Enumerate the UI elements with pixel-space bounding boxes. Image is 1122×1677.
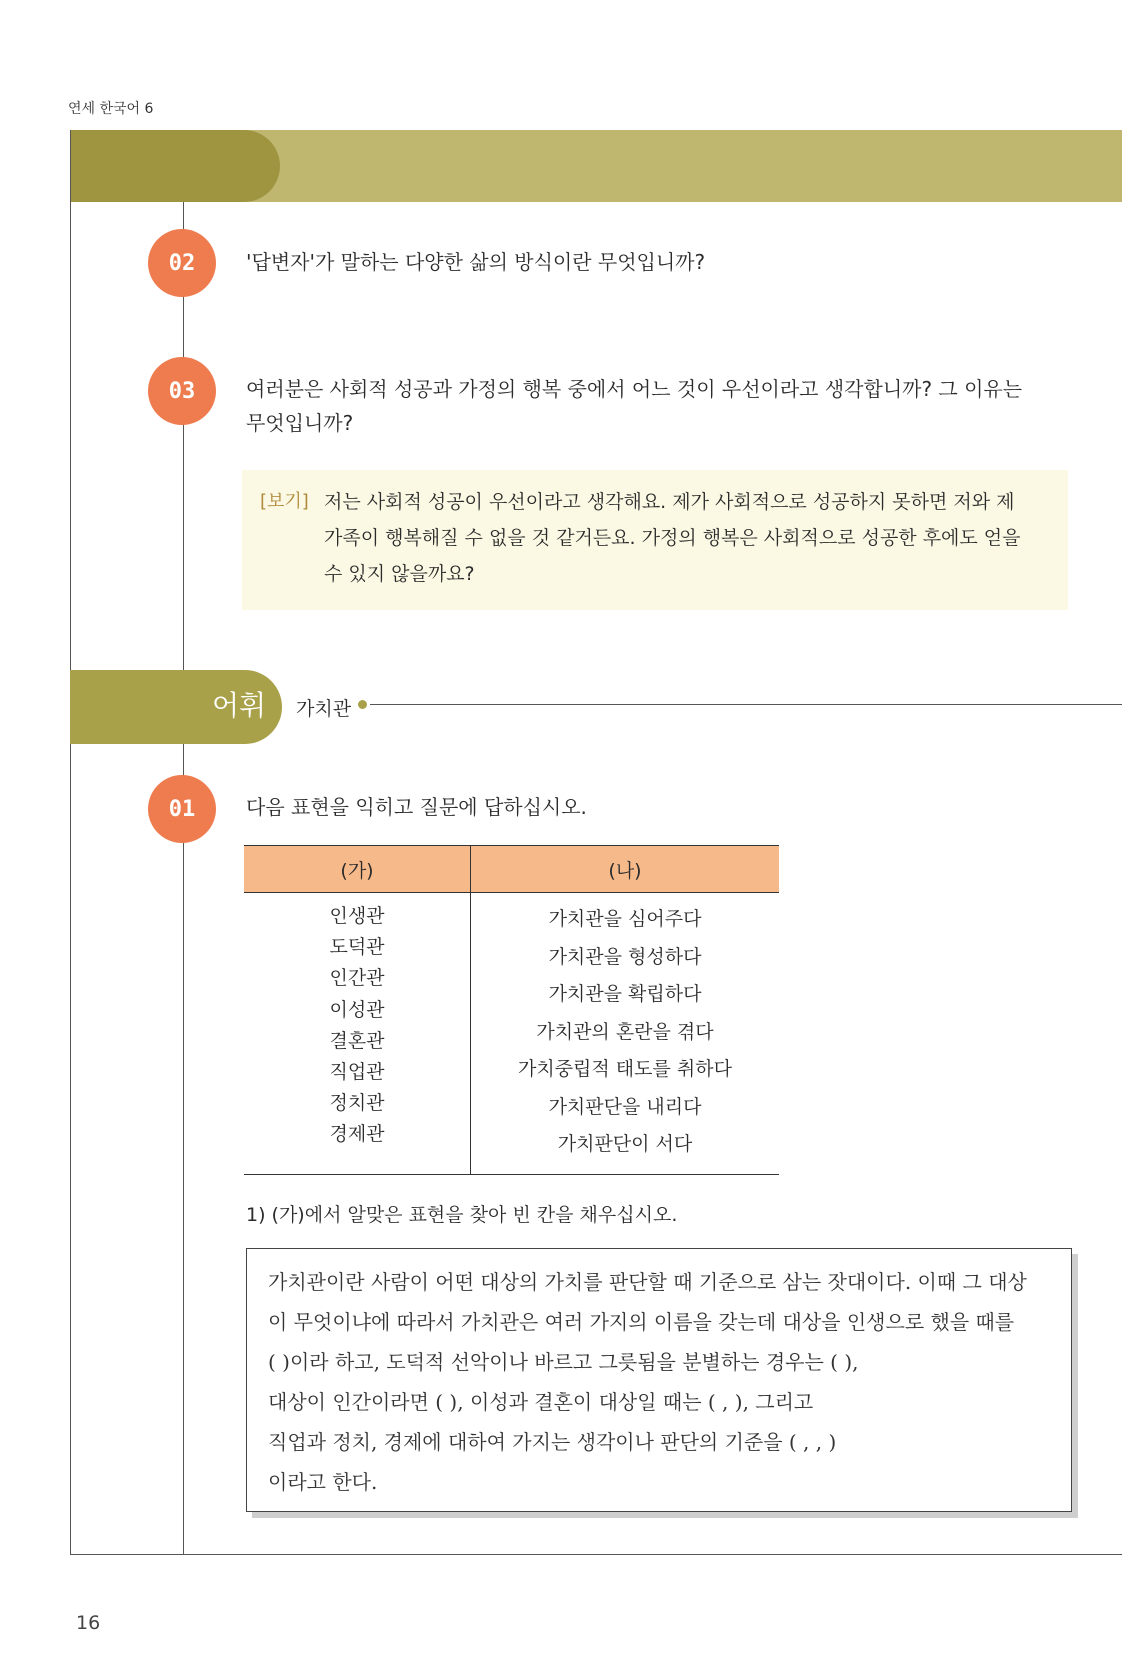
question-number-03: 03 [148, 357, 216, 425]
sub-question-1: 1) (가)에서 알맞은 표현을 찾아 빈 칸을 채우십시오. [246, 1204, 678, 1226]
list-item: 가치관을 형성하다 [548, 945, 702, 968]
book-title: 연세 한국어 6 [68, 101, 154, 117]
example-line-1: 저는 사회적 성공이 우선이라고 생각해요. 제가 사회적으로 성공하지 못하면 저와 제 [324, 491, 1015, 513]
vocab-section-subtitle: 가치관 [296, 698, 352, 720]
list-item: 경제관 [329, 1123, 385, 1146]
page-number: 16 [76, 1612, 101, 1634]
table-header-a: (가) [244, 846, 471, 893]
list-item: 가치중립적 태도를 취하다 [518, 1058, 732, 1080]
list-item: 결혼관 [329, 1029, 385, 1052]
example-text [324, 484, 1054, 592]
expression-table [244, 845, 779, 1175]
exercise-instruction: 다음 표현을 익히고 질문에 답하십시오. [246, 795, 587, 819]
passage-line-1: 가치관이란 사람이 어떤 대상의 가치를 판단할 때 기준으로 삼는 잣대이다. 이때 그 대상 [268, 1270, 1027, 1294]
question-03-line-2: 무엇입니까? [246, 411, 354, 435]
list-item: 가치판단이 서다 [557, 1133, 693, 1155]
bullet-dot-icon [358, 700, 367, 709]
list-item: 이성관 [329, 998, 385, 1021]
passage-line-4: 대상이 인간이라면 ( ), 이성과 결혼이 대상일 때는 ( , ), 그리고 [268, 1390, 814, 1414]
header-pill [70, 130, 280, 202]
table-column-a [244, 893, 471, 1175]
list-item: 가치관을 심어주다 [548, 908, 702, 930]
page-left-border [70, 130, 71, 1555]
list-item: 도덕관 [329, 936, 385, 959]
exercise-number-01: 01 [148, 775, 216, 843]
passage-line-2: 이 무엇이냐에 따라서 가치관은 여러 가지의 이름을 갖는데 대상을 인생으로 했을 때를 [268, 1310, 1015, 1334]
question-02-text: '답변자'가 말하는 다양한 삶의 방식이란 무엇입니까? [246, 250, 706, 274]
question-03-line-1: 여러분은 사회적 성공과 가정의 행복 중에서 어느 것이 우선이라고 생각합니까? 그 이유는 [246, 377, 1023, 401]
question-number-02: 02 [148, 229, 216, 297]
passage-line-6: 이라고 한다. [268, 1470, 378, 1494]
example-line-3: 수 있지 않을까요? [324, 563, 475, 585]
example-tag: [보기] [260, 491, 309, 512]
list-item: 가치관을 확립하다 [548, 983, 702, 1005]
question-03-text [246, 372, 1076, 440]
list-item: 인간관 [329, 967, 385, 990]
list-item: 인생관 [329, 905, 385, 927]
list-item: 가치판단을 내리다 [548, 1095, 702, 1118]
page-bottom-rule [70, 1554, 1122, 1555]
list-item: 직업관 [329, 1061, 385, 1084]
list-item: 가치관의 혼란을 겪다 [536, 1020, 714, 1043]
passage-line-5: 직업과 정치, 경제에 대하여 가지는 생각이나 판단의 기준을 ( , , ) [268, 1430, 837, 1454]
list-item: 정치관 [329, 1092, 385, 1115]
passage-line-3: ( )이라 하고, 도덕적 선악이나 바르고 그릇됨을 분별하는 경우는 ( ), [268, 1350, 859, 1374]
vocab-section-label: 어휘 [212, 689, 267, 722]
vocab-divider [370, 704, 1122, 705]
table-column-b [471, 893, 780, 1175]
example-line-2: 가족이 행복해질 수 없을 것 같거든요. 가정의 행복은 사회적으로 성공한 후에도 얻을 [324, 527, 1021, 549]
table-header-b: (나) [471, 846, 780, 893]
